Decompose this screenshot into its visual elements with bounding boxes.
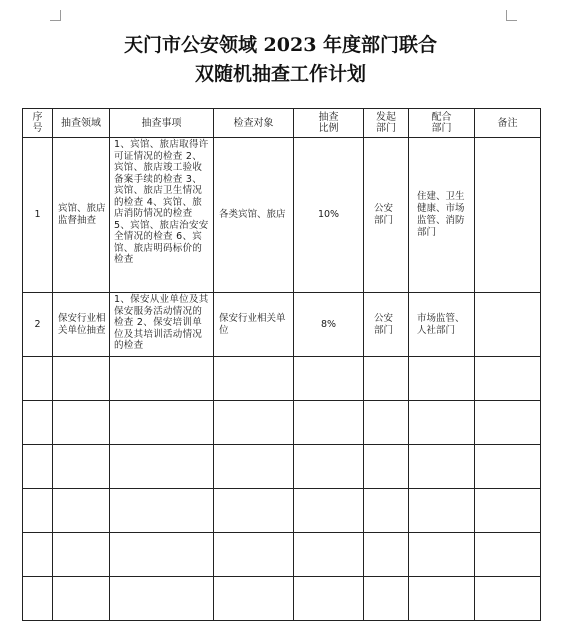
table-header-row	[23, 109, 541, 138]
inspection-plan-table	[22, 108, 541, 621]
table-row	[23, 293, 541, 357]
empty-row	[23, 401, 541, 445]
header-domain: 抽查领域	[53, 109, 110, 138]
empty-row	[23, 445, 541, 489]
row-remark	[475, 293, 541, 357]
empty-row	[23, 357, 541, 401]
row-ratio: 10%	[294, 138, 364, 293]
row-partner: 市场监管、人社部门	[409, 293, 475, 357]
page-corner-mark-right	[506, 10, 517, 21]
row-domain: 宾馆、旅店监督抽查	[53, 138, 110, 293]
header-seq: 序号	[23, 109, 53, 138]
row-object: 各类宾馆、旅店	[214, 138, 294, 293]
document-title-line-1: 天门市公安领域 2023 年度部门联合	[123, 34, 438, 56]
header-remark: 备注	[475, 109, 541, 138]
row-remark	[475, 138, 541, 293]
header-object: 检查对象	[214, 109, 294, 138]
empty-row	[23, 533, 541, 577]
page-corner-mark-left	[50, 10, 61, 21]
row-object: 保安行业相关单位	[214, 293, 294, 357]
row-initiator: 公安部门	[364, 293, 409, 357]
row-partner: 住建、卫生健康、市场监管、消防部门	[409, 138, 475, 293]
header-ratio: 抽查比例	[294, 109, 364, 138]
row-items: 1、保安从业单位及其保安服务活动情况的检查 2、保安培训单位及其培训活动情况的检查	[110, 293, 214, 357]
table-row	[23, 138, 541, 293]
header-initiator: 发起部门	[364, 109, 409, 138]
row-items: 1、宾馆、旅店取得许可证情况的检查 2、宾馆、旅店竣工验收备案手续的检查 3、宾馆、旅店卫生情况的检查 4、宾馆、旅店消防情况的检查 5、宾馆、旅店治安安全情况的检查 6、宾馆、旅店明码标价的检查	[110, 138, 214, 293]
empty-row	[23, 489, 541, 533]
row-seq: 2	[23, 293, 53, 357]
header-items: 抽查事项	[110, 109, 214, 138]
row-seq: 1	[23, 138, 53, 293]
row-domain: 保安行业相关单位抽查	[53, 293, 110, 357]
document-title-line-2: 双随机抽查工作计划	[194, 63, 366, 85]
row-ratio: 8%	[294, 293, 364, 357]
header-partner: 配合部门	[409, 109, 475, 138]
row-initiator: 公安部门	[364, 138, 409, 293]
